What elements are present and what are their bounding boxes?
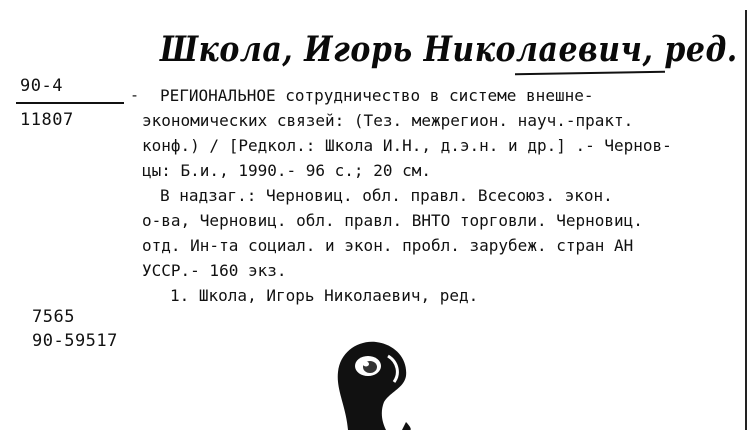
inventory-number-2: 90-59517: [32, 331, 118, 351]
inventory-number-1: 7565: [32, 307, 75, 327]
entry-line-1: РЕГИОНАЛЬНОЕ сотрудничество в системе внешне-: [160, 86, 594, 105]
dash-mark: -: [130, 86, 140, 104]
call-number-divider: [16, 102, 124, 104]
entry-line-6: о-ва, Черновиц. обл. правл. ВНТО торговли. Черновиц.: [142, 211, 643, 230]
ink-blot-mark: [318, 326, 428, 430]
entry-line-2: экономических связей: (Тез. межрегион. науч.-практ.: [142, 111, 634, 130]
call-number-top: 90-4: [20, 76, 63, 96]
card-right-edge: [745, 10, 747, 430]
entry-line-9: 1. Школа, Игорь Николаевич, ред.: [170, 286, 479, 305]
entry-line-3: конф.) / [Редкол.: Школа И.Н., д.э.н. и др.] .- Чернов-: [142, 136, 672, 155]
handwritten-underline: [515, 71, 665, 76]
entry-line-5: В надзаг.: Черновиц. обл. правл. Всесоюз. экон.: [160, 186, 613, 205]
handwritten-heading: Школа, Игорь Николаевич, ред.: [160, 30, 738, 71]
entry-line-7: отд. Ин-та социал. и экон. пробл. зарубеж. стран АН: [142, 236, 634, 255]
entry-line-4: цы: Б.и., 1990.- 96 с.; 20 см.: [142, 161, 431, 180]
entry-line-8: УССР.- 160 экз.: [142, 261, 287, 280]
call-number-bottom: 11807: [20, 110, 74, 130]
